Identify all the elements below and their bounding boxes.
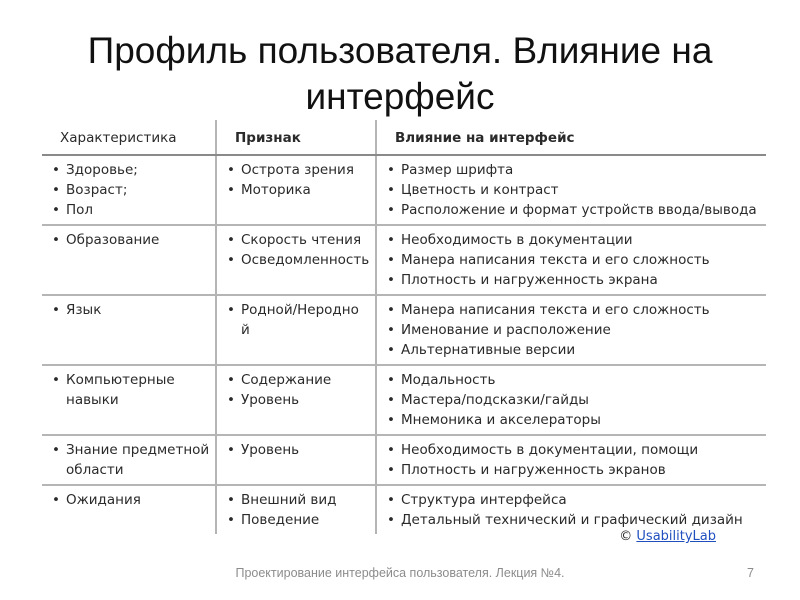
cell-characteristic [42,155,216,225]
profile-impact-table [42,120,766,534]
bullet-list [52,370,211,410]
list-item: • Родной/Неродно й [227,300,371,340]
bullet-list [227,440,371,460]
list-item: • Необходимость в документации [387,230,762,250]
list-item: • Расположение и формат устройств ввода/вывода [387,200,762,220]
column-header-impact: Влияние на интерфейс [376,120,766,155]
cell-characteristic [42,435,216,485]
list-item: • Структура интерфейса [387,490,762,510]
cell-sign [216,365,376,435]
cell-characteristic [42,485,216,534]
table-row [42,295,766,365]
table-row [42,365,766,435]
list-item: • Острота зрения [227,160,371,180]
table-row [42,155,766,225]
footer-caption: Проектирование интерфейса пользователя. Лекция №4. [235,566,565,580]
bullet-list [387,300,762,360]
list-item: • Здоровье; [52,160,211,180]
table-row [42,485,766,534]
list-item: • Размер шрифта [387,160,762,180]
list-item: • Содержание [227,370,371,390]
list-item: • Внешний вид [227,490,371,510]
table-header-row [42,120,766,155]
column-header-characteristic: Характеристика [42,120,216,155]
bullet-list [52,230,211,250]
list-item: • Поведение [227,510,371,530]
cell-sign [216,155,376,225]
column-header-sign: Признак [216,120,376,155]
cell-impact [376,225,766,295]
list-item: • Компьютерные навыки [52,370,211,410]
bullet-list [387,230,762,290]
bullet-list [387,370,762,430]
bullet-list [52,300,211,320]
bullet-list [227,370,371,410]
bullet-list [387,440,762,480]
list-item: • Ожидания [52,490,211,510]
list-item: • Плотность и нагруженность экранов [387,460,762,480]
bullet-list [227,230,371,270]
list-item: • Мастера/подсказки/гайды [387,390,762,410]
list-item: • Необходимость в документации, помощи [387,440,762,460]
list-item: • Детальный технический и графический дизайн [387,510,762,530]
list-item: • Осведомленность [227,250,371,270]
cell-sign [216,225,376,295]
bullet-list [387,490,762,530]
usabilitylab-link[interactable]: UsabilityLab [636,529,716,544]
cell-sign [216,435,376,485]
cell-impact [376,295,766,365]
list-item: • Возраст; [52,180,211,200]
table-body [42,155,766,534]
cell-sign [216,485,376,534]
slide-title-line-1: Профиль пользователя. Влияние на [87,30,713,71]
table-row [42,225,766,295]
page-number: 7 [747,566,754,580]
cell-characteristic [42,295,216,365]
cell-impact [376,155,766,225]
cell-characteristic [42,225,216,295]
list-item: • Уровень [227,440,371,460]
list-item: • Модальность [387,370,762,390]
list-item: • Уровень [227,390,371,410]
list-item: • Язык [52,300,211,320]
list-item: • Альтернативные версии [387,340,762,360]
copyright-symbol: © [619,529,633,544]
bullet-list [227,300,371,340]
slide-title-line-2: интерфейс [305,76,495,117]
list-item: • Именование и расположение [387,320,762,340]
bullet-list [52,440,211,480]
list-item: • Плотность и нагруженность экрана [387,270,762,290]
bullet-list [52,160,211,220]
bullet-list [227,490,371,530]
cell-impact [376,485,766,534]
list-item: • Мнемоника и акселераторы [387,410,762,430]
cell-impact [376,435,766,485]
cell-characteristic [42,365,216,435]
list-item: • Образование [52,230,211,250]
bullet-list [52,490,211,510]
list-item: • Моторика [227,180,371,200]
slide-title [60,28,740,120]
bullet-list [387,160,762,220]
profile-table-container [42,120,766,534]
table-row [42,435,766,485]
list-item: • Манера написания текста и его сложность [387,250,762,270]
list-item: • Манера написания текста и его сложность [387,300,762,320]
list-item: • Цветность и контраст [387,180,762,200]
bullet-list [227,160,371,200]
cell-sign [216,295,376,365]
list-item: • Знание предметной области [52,440,211,480]
list-item: • Пол [52,200,211,220]
copyright-notice [619,529,716,544]
cell-impact [376,365,766,435]
list-item: • Скорость чтения [227,230,371,250]
